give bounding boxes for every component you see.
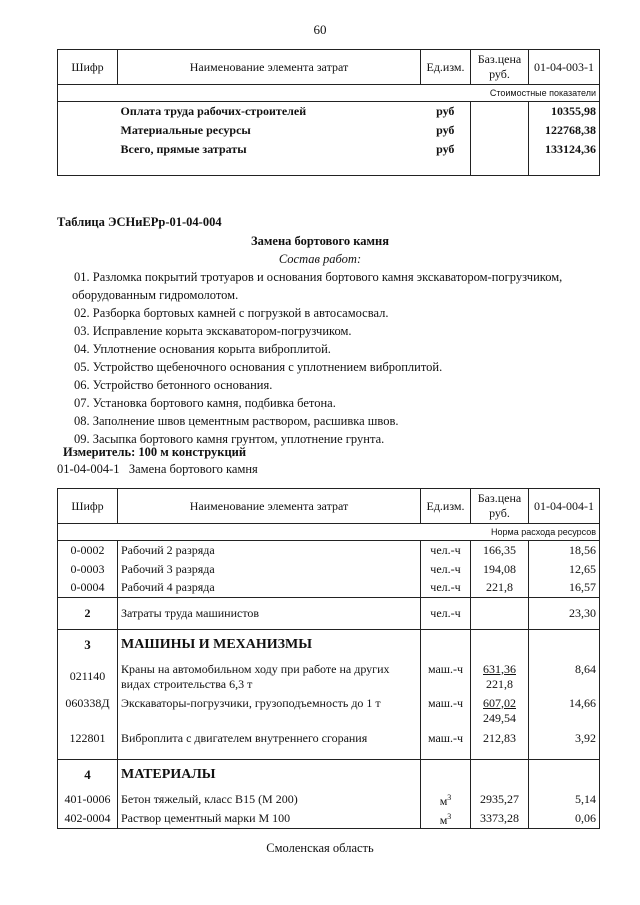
list-item: 08. Заполнение швов цементным раствором, расшивка швов. (74, 414, 399, 428)
col-item-header: 01-04-004-1 (529, 489, 600, 524)
cost-table-header (58, 50, 600, 85)
item-code: 01-04-004-1 (57, 462, 120, 476)
col-name-header: Наименование элемента затрат (118, 489, 421, 524)
list-item: 02. Разборка бортовых камней с погрузкой в автосамосвал. (74, 306, 389, 320)
list-item: 06. Устройство бетонного основания. (74, 378, 273, 392)
table-row-spacer (58, 159, 600, 176)
works-list (74, 268, 614, 448)
list-item: 09. Засыпка бортового камня грунтом, уплотнение грунта. (74, 432, 385, 446)
cost-subheader-row (58, 85, 600, 102)
table-row: 060338Д Экскаваторы-погрузчики, грузоподъемность до 1 т маш.-ч 607,02 249,54 14,66 (58, 694, 600, 728)
resource-subheader-row (58, 524, 600, 541)
resource-table-header (58, 489, 600, 524)
table-row: 021140 Краны на автомобильном ходу при работе на других видах строительства 6,3 т маш.-ч 631,36 221,8 8,64 (58, 660, 600, 694)
footer-region: Смоленская область (266, 841, 374, 855)
table-row: 0-0004 Рабочий 4 разряда чел.-ч 221,8 16,57 (58, 579, 600, 598)
table-row: 122801 Виброплита с двигателем внутреннего сгорания маш.-ч 212,83 3,92 (58, 728, 600, 750)
col-price-header: Баз.цена руб. (471, 489, 529, 524)
col-code-header: Шифр (58, 50, 118, 85)
col-code-header: Шифр (58, 489, 118, 524)
works-title: Состав работ: (278, 252, 362, 266)
cost-subheader: Стоимостные показатели (529, 85, 600, 102)
item-heading (57, 462, 258, 477)
col-name-header: Наименование элемента затрат (118, 50, 421, 85)
cost-table (57, 49, 600, 176)
page-number: 60 (313, 22, 327, 37)
item-name: Замена бортового камня (128, 462, 258, 476)
list-item: 07. Установка бортового камня, подбивка бетона. (74, 396, 336, 410)
table-row: Всего, прямые затраты руб 133124,36 (58, 140, 600, 159)
col-unit-header: Ед.изм. (421, 489, 471, 524)
list-item: 01. Разломка покрытий тротуаров и основания бортового камня экскаватором-погрузчиком, (74, 270, 563, 284)
measure: Измеритель: 100 м конструкций (63, 445, 247, 459)
list-item: оборудованным гидромолотом. (72, 288, 239, 302)
list-item: 03. Исправление корыта экскаватором-погрузчиком. (74, 324, 352, 338)
section-title: Замена бортового камня (251, 234, 389, 248)
table-title: Таблица ЭСНиЕРр-01-04-004 (57, 215, 222, 229)
list-item: 04. Уплотнение основания корыта виброплитой. (74, 342, 331, 356)
table-row: Материальные ресурсы руб 122768,38 (58, 121, 600, 140)
col-unit-header: Ед.изм. (421, 50, 471, 85)
table-row: 0-0002 Рабочий 2 разряда чел.-ч 166,35 18,56 (58, 541, 600, 560)
table-row: 402-0004 Раствор цементный марки М 100 $м^3$ 3373,28 0,06 (58, 809, 600, 829)
resource-table (57, 488, 600, 829)
table-row: 0-0003 Рабочий 3 разряда чел.-ч 194,08 12,65 (58, 560, 600, 579)
table-row: 2 Затраты труда машинистов чел.-ч 23,30 (58, 598, 600, 630)
list-item: 05. Устройство щебеночного основания с уплотнением виброплитой. (74, 360, 443, 374)
table-row: Оплата труда рабочих-строителей руб 10355,98 (58, 102, 600, 121)
col-item-header: 01-04-003-1 (529, 50, 600, 85)
table-section-row: 3 МАШИНЫ И МЕХАНИЗМЫ (58, 630, 600, 660)
col-price-header: Баз.цена руб. (471, 50, 529, 85)
resource-subheader: Норма расхода ресурсов (529, 524, 600, 541)
table-section-row: 4 МАТЕРИАЛЫ (58, 760, 600, 790)
table-row: 401-0006 Бетон тяжелый, класс В15 (М 200) $м^3$ 2935,27 5,14 (58, 790, 600, 809)
